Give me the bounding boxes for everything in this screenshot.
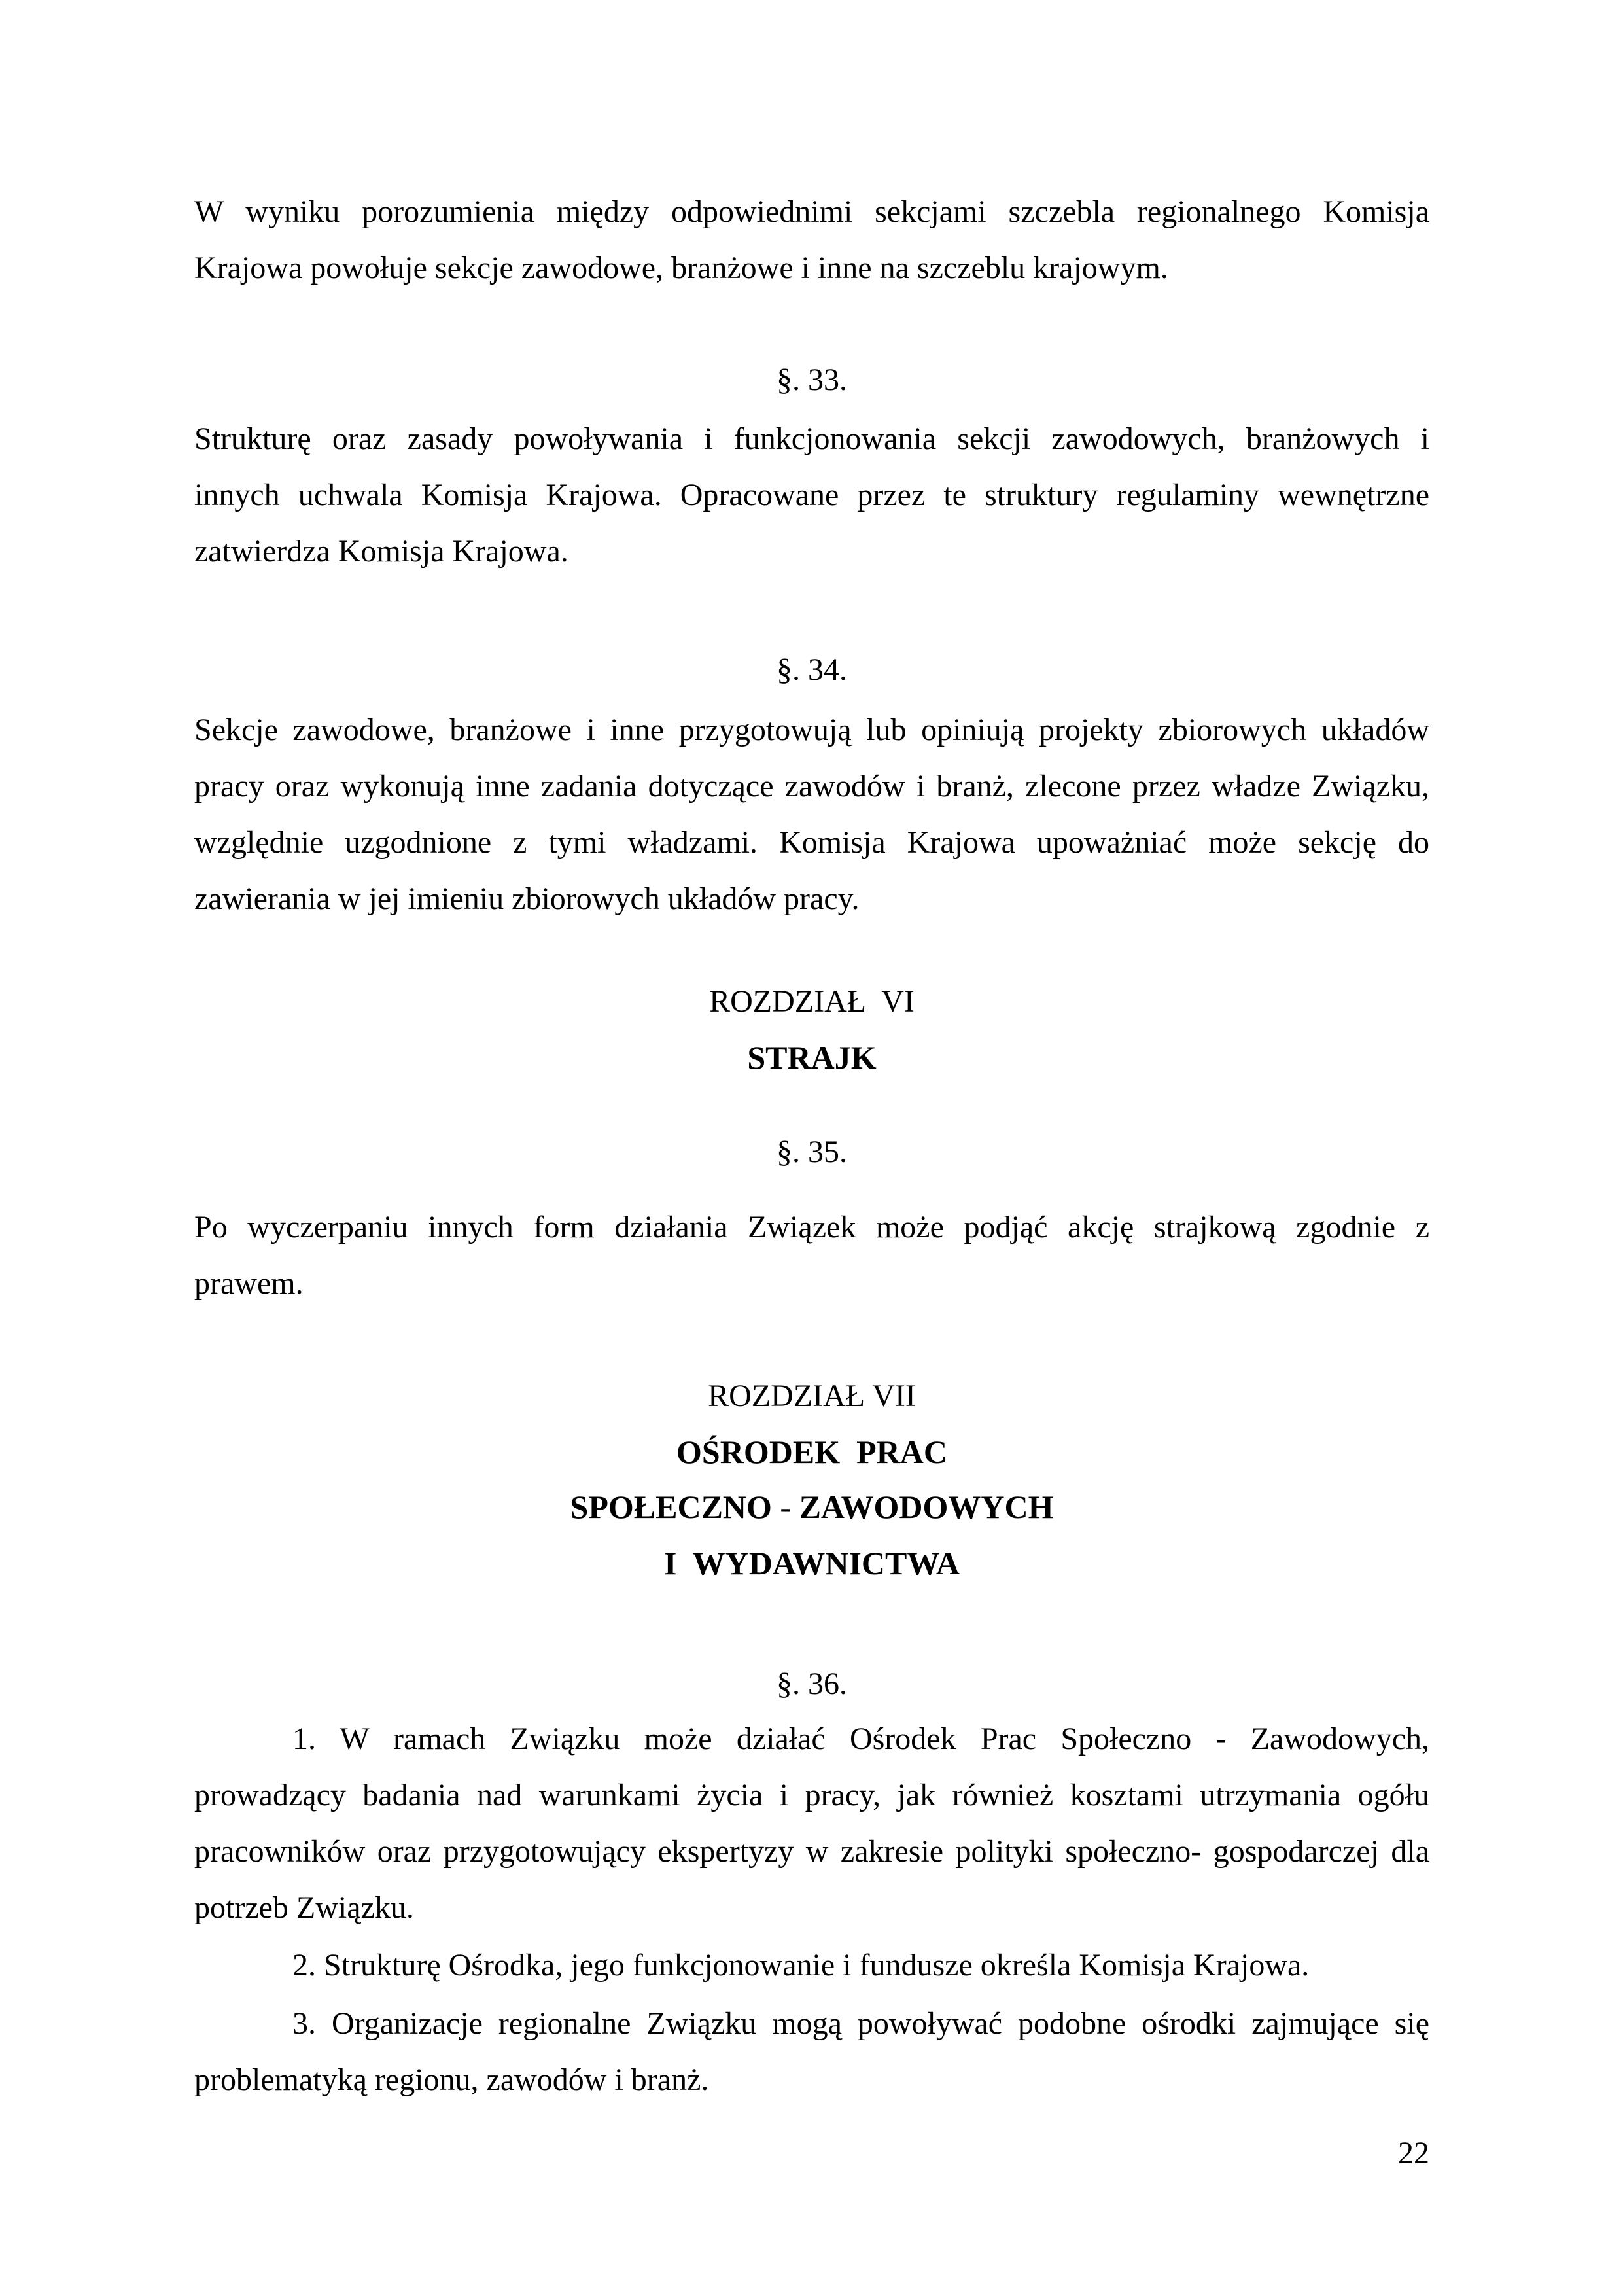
paragraph-line: zawierania w jej imieniu zbiorowych układów pracy.: [194, 881, 860, 916]
section-marker-33: §. 33.: [777, 362, 847, 397]
chapter-7-subtitle-line-2: SPOŁECZNO - ZAWODOWYCH: [570, 1489, 1054, 1525]
paragraph-section-36-item-3: [194, 1996, 1429, 2108]
paragraph-line: Sekcje zawodowe, branżowe i inne przygotowują lub opiniują projekty zbiorowych układów: [194, 713, 1429, 747]
chapter-6-subtitle: STRAJK: [747, 1039, 877, 1076]
paragraph-section-33: [194, 411, 1429, 580]
paragraph-section-35: [194, 1199, 1429, 1312]
paragraph-line: względnie uzgodnione z tymi władzami. Komisja Krajowa upoważniać może sekcję do: [194, 825, 1429, 860]
page-number: 22: [1398, 2136, 1429, 2170]
paragraph-line: pracy oraz wykonują inne zadania dotyczące zawodów i branż, zlecone przez władze Związku,: [194, 769, 1429, 804]
paragraph-intro: [194, 184, 1429, 296]
paragraph-line: 3. Organizacje regionalne Związku mogą powoływać podobne ośrodki zajmujące się: [292, 2006, 1429, 2041]
paragraph-line: Krajowa powołuje sekcje zawodowe, branżowe i inne na szczeblu krajowym.: [194, 251, 1168, 285]
paragraph-section-36-item-2: [194, 1937, 1429, 1994]
paragraph-line: prowadzący badania nad warunkami życia i pracy, jak również kosztami utrzymania ogółu: [194, 1778, 1429, 1812]
paragraph-line: problematyką regionu, zawodów i branż.: [194, 2062, 709, 2097]
paragraph-line: 2. Strukturę Ośrodka, jego funkcjonowanie i fundusze określa Komisja Krajowa.: [292, 1948, 1310, 1983]
paragraph-line: prawem.: [194, 1266, 304, 1301]
paragraph-line: Po wyczerpaniu innych form działania Związek może podjąć akcję strajkową zgodnie z: [194, 1210, 1429, 1245]
paragraph-line: Strukturę oraz zasady powoływania i funkcjonowania sekcji zawodowych, branżowych i: [194, 421, 1429, 456]
paragraph-line: pracowników oraz przygotowujący ekspertyzy w zakresie polityki społeczno- gospodarczej dla: [194, 1834, 1429, 1869]
paragraph-line: zatwierdza Komisja Krajowa.: [194, 534, 568, 569]
chapter-7-title: ROZDZIAŁ VII: [708, 1379, 916, 1413]
paragraph-line: innych uchwala Komisja Krajowa. Opracowane przez te struktury regulaminy wewnętrzne: [194, 478, 1429, 512]
section-marker-36: §. 36.: [777, 1667, 847, 1701]
chapter-6-title: ROZDZIAŁ VI: [709, 984, 915, 1019]
paragraph-line: W wyniku porozumienia między odpowiednimi sekcjami szczebla regionalnego Komisja: [194, 194, 1429, 229]
paragraph-line: potrzeb Związku.: [194, 1890, 414, 1925]
paragraph-section-34: [194, 702, 1429, 927]
paragraph-line: 1. W ramach Związku może działać Ośrodek Prac Społeczno - Zawodowych,: [292, 1722, 1429, 1756]
section-marker-35: §. 35.: [777, 1135, 847, 1169]
chapter-7-subtitle-line-1: OŚRODEK PRAC: [676, 1434, 947, 1470]
section-marker-34: §. 34.: [777, 652, 847, 687]
chapter-7-subtitle-line-3: I WYDAWNICTWA: [664, 1545, 960, 1581]
paragraph-section-36-item-1: [194, 1711, 1429, 1936]
